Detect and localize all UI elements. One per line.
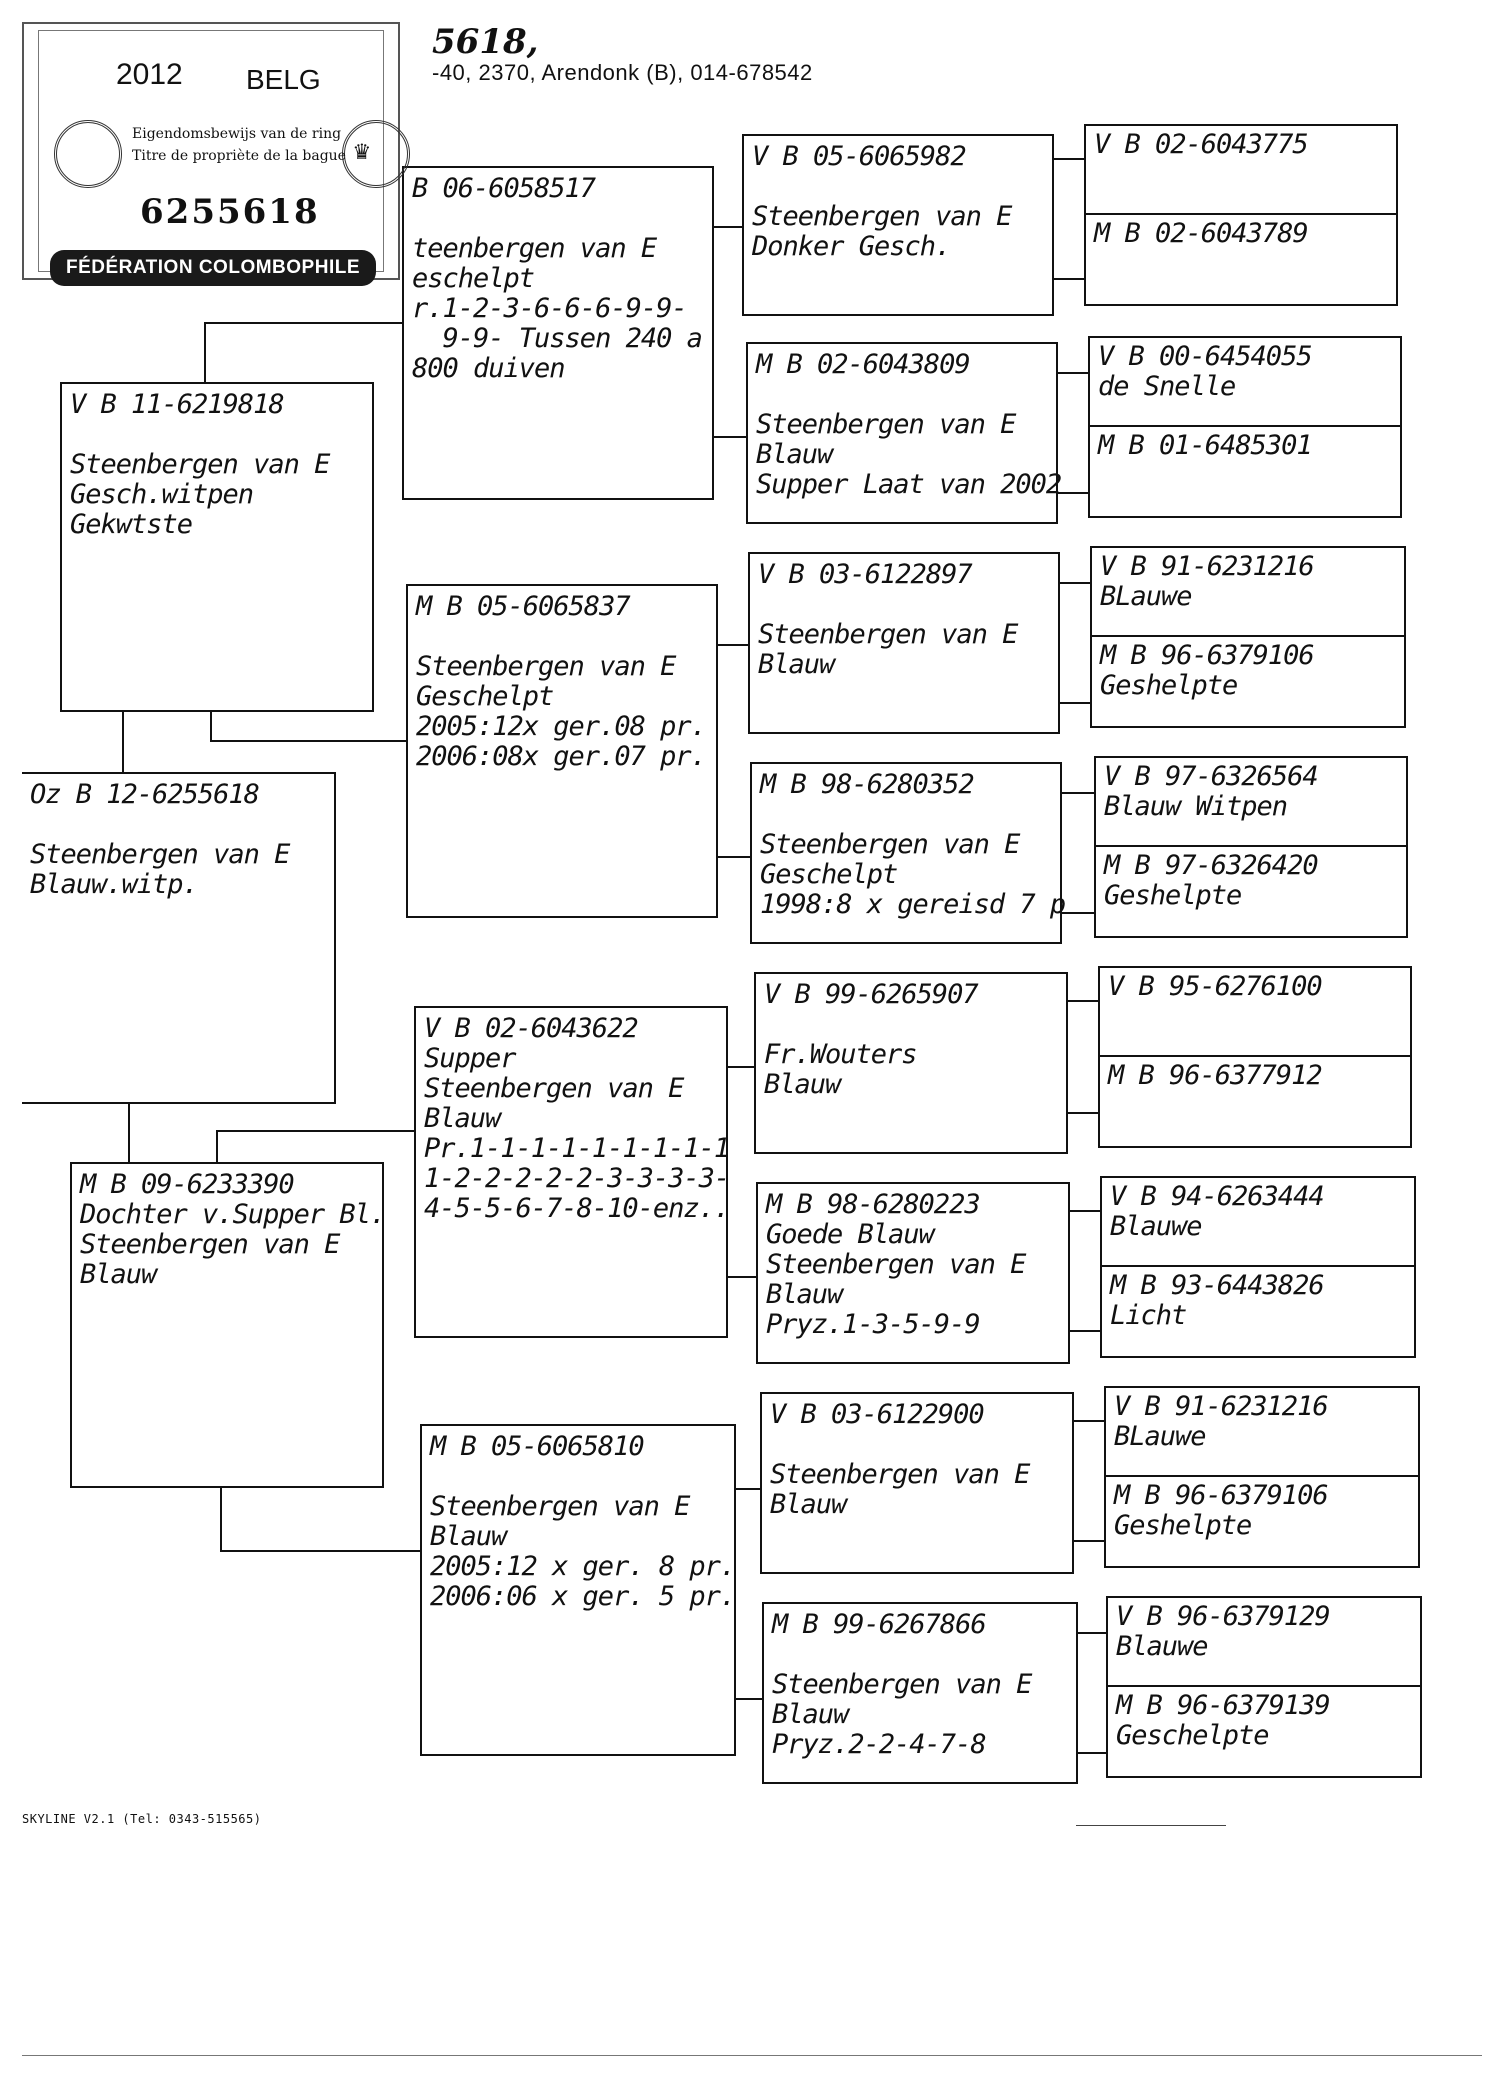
pigeon-pair-8 (1106, 1596, 1422, 1778)
pigeon-text-dam: M B 09-6233390 Dochter v.Supper Bl. Steenbergen van E Blauw (80, 1169, 386, 1290)
connector (716, 644, 748, 646)
pigeon-box-sdd (750, 762, 1066, 944)
ring-certificate (22, 22, 400, 314)
pigeon-pair-7 (1104, 1386, 1420, 1568)
header-ring-code: 5618, (432, 22, 539, 62)
pigeon-text-ds: V B 02-6043622 Supper Steenbergen van E Blauw Pr.1-1-1-1-1-1-1-1-1 1-2-2-2-2-2-3-3-3-3- 4-5-5-6-7-8-10-enz.. (424, 1013, 730, 1224)
ornament-left-icon (54, 120, 122, 188)
certificate-line2: Titre de propriète de la bague (132, 148, 346, 164)
ornament-right-icon (342, 120, 410, 188)
pigeon-text-g3b: M B 96-6379106 Geshelpte (1100, 640, 1314, 701)
pigeon-box-ddd (762, 1602, 1078, 1784)
connector (210, 712, 212, 740)
connector (1058, 372, 1088, 374)
pigeon-text-g1b: M B 02-6043789 (1094, 218, 1308, 249)
connector (1070, 1210, 1104, 1212)
connector (1058, 492, 1088, 494)
connector (1054, 158, 1084, 160)
pigeon-box-dam (70, 1162, 384, 1488)
pigeon-text-dds: V B 03-6122900 Steenbergen van E Blauw (770, 1399, 1030, 1520)
pigeon-text-subject: Oz B 12-6255618 Steenbergen van E Blauw.witp. (30, 779, 290, 900)
pigeon-text-g1a: V B 02-6043775 (1094, 129, 1308, 160)
connector (220, 1550, 420, 1552)
connector (734, 1698, 762, 1700)
pigeon-text-g3a: V B 91-6231216 BLauwe (1100, 551, 1314, 612)
connector (210, 740, 408, 742)
pigeon-pair-2 (1088, 336, 1402, 518)
bottom-rule (22, 2055, 1482, 2056)
certificate-country: BELG (246, 64, 321, 95)
connector (1062, 912, 1094, 914)
certificate-year: 2012 (116, 58, 183, 91)
pigeon-text-g7a: V B 91-6231216 BLauwe (1114, 1391, 1328, 1452)
pigeon-pair-6 (1100, 1176, 1416, 1358)
footer-software: SKYLINE V2.1 (Tel: 0343-515565) (22, 1812, 262, 1826)
connector (1060, 582, 1090, 584)
pigeon-box-sss (742, 134, 1054, 316)
crown-icon: ♛ (354, 136, 370, 166)
pigeon-text-dsd: M B 98-6280223 Goede Blauw Steenbergen van E Blauw Pryz.1-3-5-9-9 (766, 1189, 1026, 1340)
pigeon-box-sds (748, 552, 1060, 734)
connector (1062, 792, 1094, 794)
pigeon-box-subject (22, 772, 336, 1104)
pigeon-text-sss: V B 05-6065982 Steenbergen van E Donker Gesch. (752, 141, 1012, 262)
connector (716, 856, 750, 858)
header-address: -40, 2370, Arendonk (B), 014-678542 (432, 60, 813, 85)
pigeon-pair-4 (1094, 756, 1408, 938)
connector (726, 1276, 756, 1278)
pigeon-pair-5 (1098, 966, 1412, 1148)
pigeon-box-dss (754, 972, 1068, 1154)
connector (712, 436, 746, 438)
connector (1070, 1330, 1104, 1332)
connector (216, 1130, 414, 1132)
pigeon-box-dsd (756, 1182, 1070, 1364)
pigeon-text-ss: B 06-6058517 teenbergen van E eschelpt r.1-2-3-6-6-6-9-9- 9-9- Tussen 240 a 800 duiven (412, 173, 702, 384)
pigeon-text-g7b: M B 96-6379106 Geshelpte (1114, 1480, 1328, 1541)
pigeon-text-g2b: M B 01-6485301 (1098, 430, 1312, 461)
pigeon-box-dd (420, 1424, 736, 1756)
pigeon-text-dd: M B 05-6065810 Steenbergen van E Blauw 2005:12 x ger. 8 pr. 2006:06 x ger. 5 pr. (430, 1431, 736, 1612)
pigeon-text-ddd: M B 99-6267866 Steenbergen van E Blauw Pryz.2-2-4-7-8 (772, 1609, 1032, 1760)
certificate-ring-number: 6255618 (140, 192, 320, 232)
connector (1060, 702, 1090, 704)
pigeon-box-ssd (746, 342, 1062, 524)
connector (1074, 1420, 1106, 1422)
pigeon-pair-3 (1090, 546, 1406, 728)
connector (726, 1066, 754, 1068)
pigeon-text-g8a: V B 96-6379129 Blauwe (1116, 1601, 1330, 1662)
pigeon-text-sdd: M B 98-6280352 Steenbergen van E Geschelpt 1998:8 x gereisd 7 p (760, 769, 1066, 920)
pigeon-text-dss: V B 99-6265907 Fr.Wouters Blauw (764, 979, 978, 1100)
pigeon-text-g4b: M B 97-6326420 Geshelpte (1104, 850, 1318, 911)
connector (216, 1130, 218, 1162)
footer-rule (1076, 1825, 1226, 1826)
pigeon-text-g6b: M B 93-6443826 Licht (1110, 1270, 1324, 1331)
connector (122, 712, 124, 772)
pigeon-box-sd (406, 584, 718, 918)
pigeon-text-ssd: M B 02-6043809 Steenbergen van E Blauw Supper Laat van 2002 (756, 349, 1062, 500)
connector (1074, 1540, 1106, 1542)
pigeon-box-ss (402, 166, 714, 500)
pigeon-text-g5b: M B 96-6377912 (1108, 1060, 1322, 1091)
connector (204, 322, 206, 382)
pigeon-box-dds (760, 1392, 1074, 1574)
connector (1054, 278, 1084, 280)
certificate-line1: Eigendomsbewijs van de ring (132, 126, 342, 142)
connector (220, 1488, 222, 1550)
connector (734, 1488, 760, 1490)
connector (1078, 1752, 1108, 1754)
connector (204, 322, 402, 324)
pigeon-text-g5a: V B 95-6276100 (1108, 971, 1322, 1002)
pigeon-text-g2a: V B 00-6454055 de Snelle (1098, 341, 1312, 402)
pigeon-text-sd: M B 05-6065837 Steenbergen van E Geschelpt 2005:12x ger.08 pr. 2006:08x ger.07 pr. (416, 591, 706, 772)
connector (1066, 1112, 1102, 1114)
pigeon-text-g8b: M B 96-6379139 Geschelpte (1116, 1690, 1330, 1751)
connector (1066, 1000, 1102, 1002)
pigeon-box-ds (414, 1006, 728, 1338)
pigeon-text-g6a: V B 94-6263444 Blauwe (1110, 1181, 1324, 1242)
connector (712, 226, 744, 228)
pigeon-text-sds: V B 03-6122897 Steenbergen van E Blauw (758, 559, 1018, 680)
pigeon-text-sire: V B 11-6219818 Steenbergen van E Gesch.witpen Gekwtste (70, 389, 330, 540)
pigeon-text-g4a: V B 97-6326564 Blauw Witpen (1104, 761, 1318, 822)
certificate-federation-banner: FÉDÉRATION COLOMBOPHILE BELGE (50, 250, 376, 286)
pigeon-box-sire (60, 382, 374, 712)
connector (1078, 1632, 1108, 1634)
pigeon-pair-1 (1084, 124, 1398, 306)
